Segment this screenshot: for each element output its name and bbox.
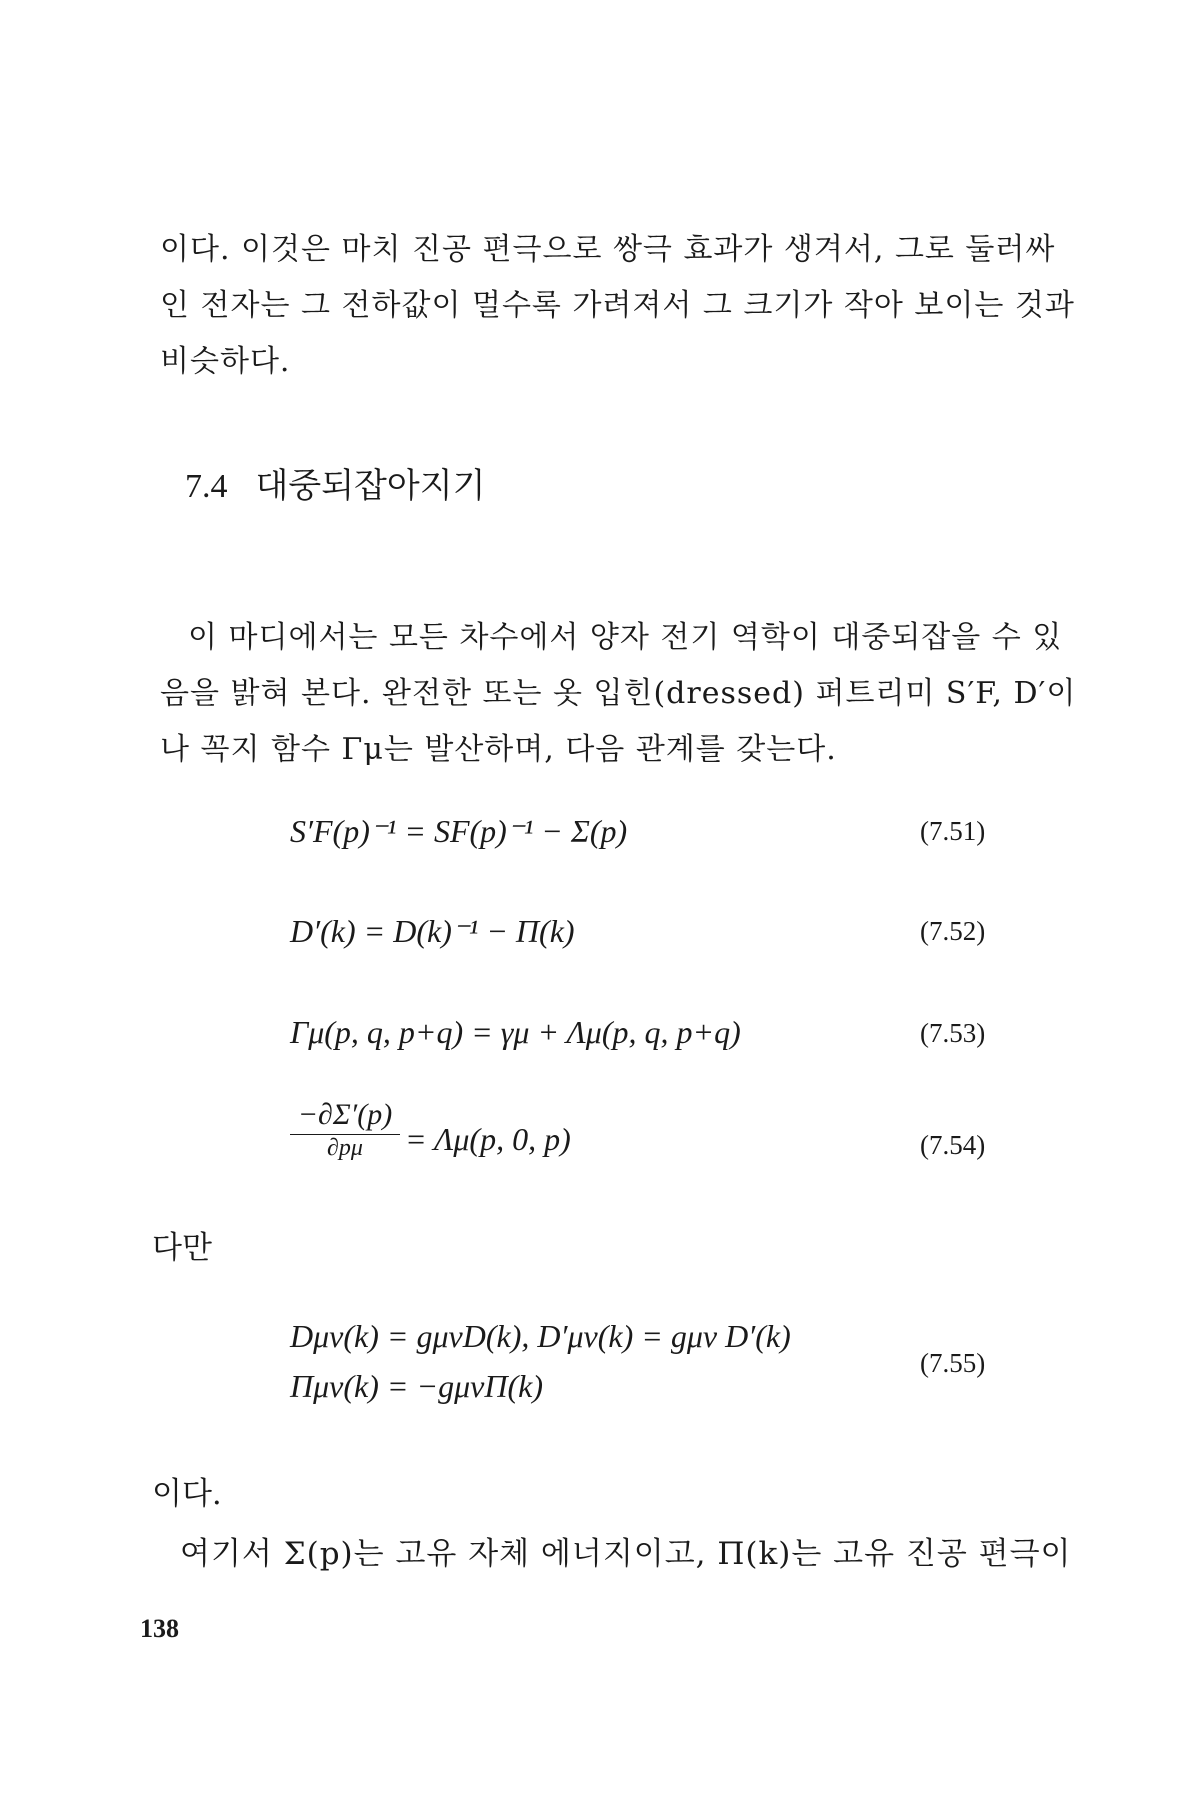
intro-paragraph bbox=[160, 222, 1075, 390]
body-line: 음을 밝혀 본다. 완전한 또는 옷 입힌(dressed) 퍼트리미 S′F, D′이 bbox=[160, 676, 1077, 711]
section-title: 대중되잡아지기 bbox=[255, 466, 486, 506]
equation-7-55-line2: Πμν(k) = −gμνΠ(k) bbox=[290, 1368, 543, 1404]
equation-number: (7.52) bbox=[920, 916, 986, 946]
equation-7-51: S′F(p)⁻¹ = SF(p)⁻¹ − Σ(p) bbox=[290, 813, 628, 849]
equation-number: (7.53) bbox=[920, 1018, 986, 1048]
equation-7-53: Γμ(p, q, p+q) = γμ + Λμ(p, q, p+q) bbox=[290, 1014, 741, 1050]
intro-line: 인 전자는 그 전하값이 멀수록 가려져서 그 크기가 작아 보이는 것과 bbox=[160, 288, 1075, 323]
equation-7-54-fraction bbox=[290, 1098, 400, 1162]
equation-number: (7.55) bbox=[920, 1348, 986, 1378]
equation-number: (7.54) bbox=[920, 1130, 986, 1160]
closing-line: 여기서 Σ(p)는 고유 자체 에너지이고, Π(k)는 고유 진공 편극이 bbox=[180, 1536, 1072, 1572]
intro-line: 이다. 이것은 마치 진공 편극으로 쌍극 효과가 생겨서, 그로 둘러싸 bbox=[160, 232, 1056, 267]
equation-7-54-rhs: = Λμ(p, 0, p) bbox=[405, 1121, 571, 1157]
body-line: 나 꼭지 함수 Γμ는 발산하며, 다음 관계를 갖는다. bbox=[160, 732, 837, 767]
equation-7-52: D′(k) = D(k)⁻¹ − Π(k) bbox=[290, 913, 575, 949]
damman-label: 다만 bbox=[152, 1230, 212, 1266]
equation-7-55-line1: Dμν(k) = gμνD(k), D′μν(k) = gμν D′(k) bbox=[290, 1318, 791, 1354]
body-paragraph bbox=[160, 610, 1077, 778]
page-number: 138 bbox=[140, 1614, 179, 1643]
intro-line: 비슷하다. bbox=[160, 344, 291, 379]
fraction-denominator: ∂pμ bbox=[327, 1135, 363, 1161]
section-heading bbox=[185, 458, 485, 507]
equation-number: (7.51) bbox=[920, 816, 986, 846]
body-line: 이 마디에서는 모든 차수에서 양자 전기 역학이 대중되잡을 수 있 bbox=[188, 620, 1063, 655]
ida-label: 이다. bbox=[152, 1476, 222, 1512]
section-number: 7.4 bbox=[185, 468, 228, 505]
fraction-numerator: −∂Σ′(p) bbox=[290, 1098, 400, 1135]
